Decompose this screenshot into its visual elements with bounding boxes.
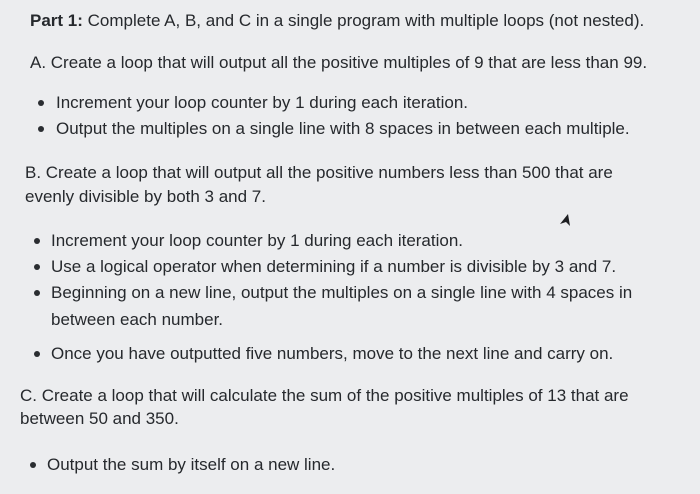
section-b-bullet: Increment your loop counter by 1 during each iteration.: [51, 231, 464, 250]
section-a-heading: A. Create a loop that will output all the positive multiples of 9 that are less than 99.: [30, 53, 648, 72]
bullet-icon: [30, 462, 36, 468]
section-a-bullet: Increment your loop counter by 1 during each iteration.: [56, 93, 469, 112]
section-b-heading-line2: evenly divisible by both 3 and 7.: [25, 187, 266, 206]
section-c-heading-line2: between 50 and 350.: [20, 409, 179, 428]
bullet-icon: [38, 126, 44, 132]
mouse-cursor-icon: [558, 212, 572, 230]
section-b-bullet: Beginning on a new line, output the multiples on a single line with 4 spaces in: [51, 283, 633, 302]
section-b-heading-line1: B. Create a loop that will output all the positive numbers less than 500 that are: [25, 163, 613, 182]
part-title-bold: Part 1:: [30, 11, 83, 30]
section-c-heading-line1: C. Create a loop that will calculate the sum of the positive multiples of 13 that are: [20, 386, 629, 405]
part-title-text: Complete A, B, and C in a single program with multiple loops (not nested).: [82, 11, 645, 30]
bullet-icon: [34, 238, 40, 244]
bullet-icon: [34, 351, 40, 357]
section-b-bullet-continuation: between each number.: [51, 310, 224, 329]
section-b-bullet: Once you have outputted five numbers, move to the next line and carry on.: [51, 344, 614, 363]
part-title: [30, 10, 644, 32]
bullet-icon: [34, 290, 40, 296]
section-b-bullet: Use a logical operator when determining if a number is divisible by 3 and 7.: [51, 257, 617, 276]
section-c-bullet: Output the sum by itself on a new line.: [47, 455, 336, 474]
bullet-icon: [34, 264, 40, 270]
section-a-bullet: Output the multiples on a single line with 8 spaces in between each multiple.: [56, 119, 630, 138]
bullet-icon: [38, 100, 44, 106]
